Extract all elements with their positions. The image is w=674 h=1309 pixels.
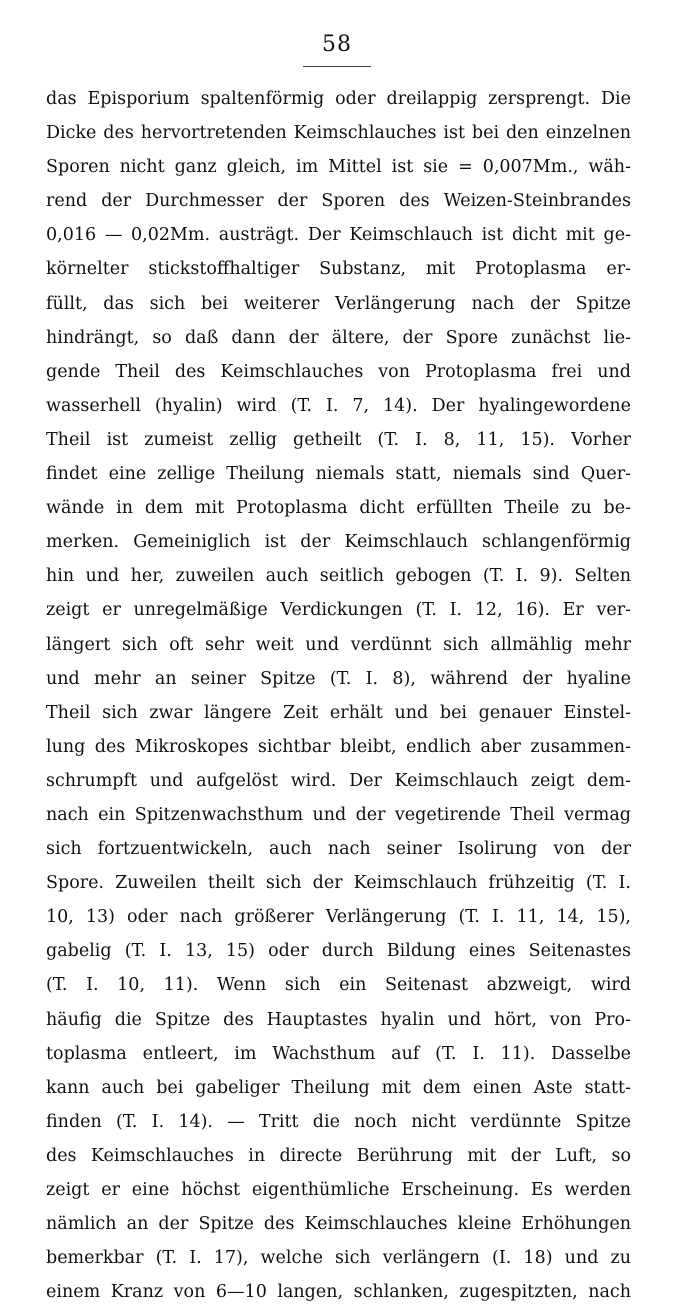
text-line: wasserhell (hyalin) wird (T. I. 7, 14). Der hyalingewordene [46,395,631,416]
text-line: Dicke des hervortretenden Keimschlauches ist bei den einzelnen [46,123,631,144]
text-line: 10, 13) oder nach größerer Verlängerung (T. I. 11, 14, 15), [46,907,631,928]
text-line: häufig die Spitze des Hauptastes hyalin und hört, von Pro- [46,1009,631,1030]
text-line: bemerkbar (T. I. 17), welche sich verlängern (I. 18) und zu [46,1248,631,1269]
text-line: gabelig (T. I. 13, 15) oder durch Bildung eines Seitenastes [46,941,631,962]
text-line: einem Kranz von 6—10 langen, schlanken, zugespitzten, nach [46,1282,631,1303]
text-line: zeigt er unregelmäßige Verdickungen (T. I. 12, 16). Er ver- [46,600,631,621]
text-line: nämlich an der Spitze des Keimschlauches kleine Erhöhungen [46,1214,631,1235]
text-line: sich fortzuentwickeln, auch nach seiner Isolirung von der [46,839,631,860]
body-text [46,82,631,1309]
text-line: längert sich oft sehr weit und verdünnt sich allmählig mehr [46,634,631,655]
text-line: das Episporium spaltenförmig oder dreilappig zersprengt. Die [46,89,631,109]
page-number: 58 [322,32,352,57]
text-line: hindrängt, so daß dann der ältere, der Spore zunächst lie- [46,327,631,348]
text-line: Theil ist zumeist zellig getheilt (T. I. 8, 11, 15). Vorher [46,429,631,450]
text-line: kann auch bei gabeliger Theilung mit dem einen Aste statt- [46,1077,631,1098]
text-line: gende Theil des Keimschlauches von Protoplasma frei und [46,361,631,382]
text-line: schrumpft und aufgelöst wird. Der Keimschlauch zeigt dem- [46,770,631,791]
text-line: zeigt er eine höchst eigenthümliche Erscheinung. Es werden [46,1180,631,1200]
page-number-rule [303,66,371,67]
text-line: hin und her, zuweilen auch seitlich gebogen (T. I. 9). Selten [46,566,631,587]
text-line: körnelter stickstoffhaltiger Substanz, mit Protoplasma er- [46,259,631,280]
text-line: nach ein Spitzenwachsthum und der vegetirende Theil vermag [46,804,631,825]
text-line: (T. I. 10, 11). Wenn sich ein Seitenast abzweigt, wird [46,975,631,996]
text-line: rend der Durchmesser der Sporen des Weizen-Steinbrandes [46,191,631,212]
text-line: finden (T. I. 14). — Tritt die noch nicht verdünnte Spitze [46,1111,631,1132]
text-line: lung des Mikroskopes sichtbar bleibt, endlich aber zusammen- [46,736,631,757]
text-line: wände in dem mit Protoplasma dicht erfüllten Theile zu be- [46,498,631,519]
text-line: toplasma entleert, im Wachsthum auf (T. I. 11). Dasselbe [46,1043,631,1064]
text-line: füllt, das sich bei weiterer Verlängerung nach der Spitze [46,293,631,314]
text-line: und mehr an seiner Spitze (T. I. 8), während der hyaline [46,668,631,689]
text-line: merken. Gemeiniglich ist der Keimschlauch schlangenförmig [46,532,631,553]
text-line: findet eine zellige Theilung niemals statt, niemals sind Quer- [46,464,631,485]
text-line: 0,016 — 0,02Mm. austrägt. Der Keimschlauch ist dicht mit ge- [46,225,631,246]
text-line: des Keimschlauches in directe Berührung mit der Luft, so [46,1145,631,1166]
text-line: Sporen nicht ganz gleich, im Mittel ist sie = 0,007Mm., wäh- [46,157,631,178]
text-line: Theil sich zwar längere Zeit erhält und bei genauer Einstel- [46,702,631,723]
text-line: Spore. Zuweilen theilt sich der Keimschlauch frühzeitig (T. I. [46,873,631,894]
